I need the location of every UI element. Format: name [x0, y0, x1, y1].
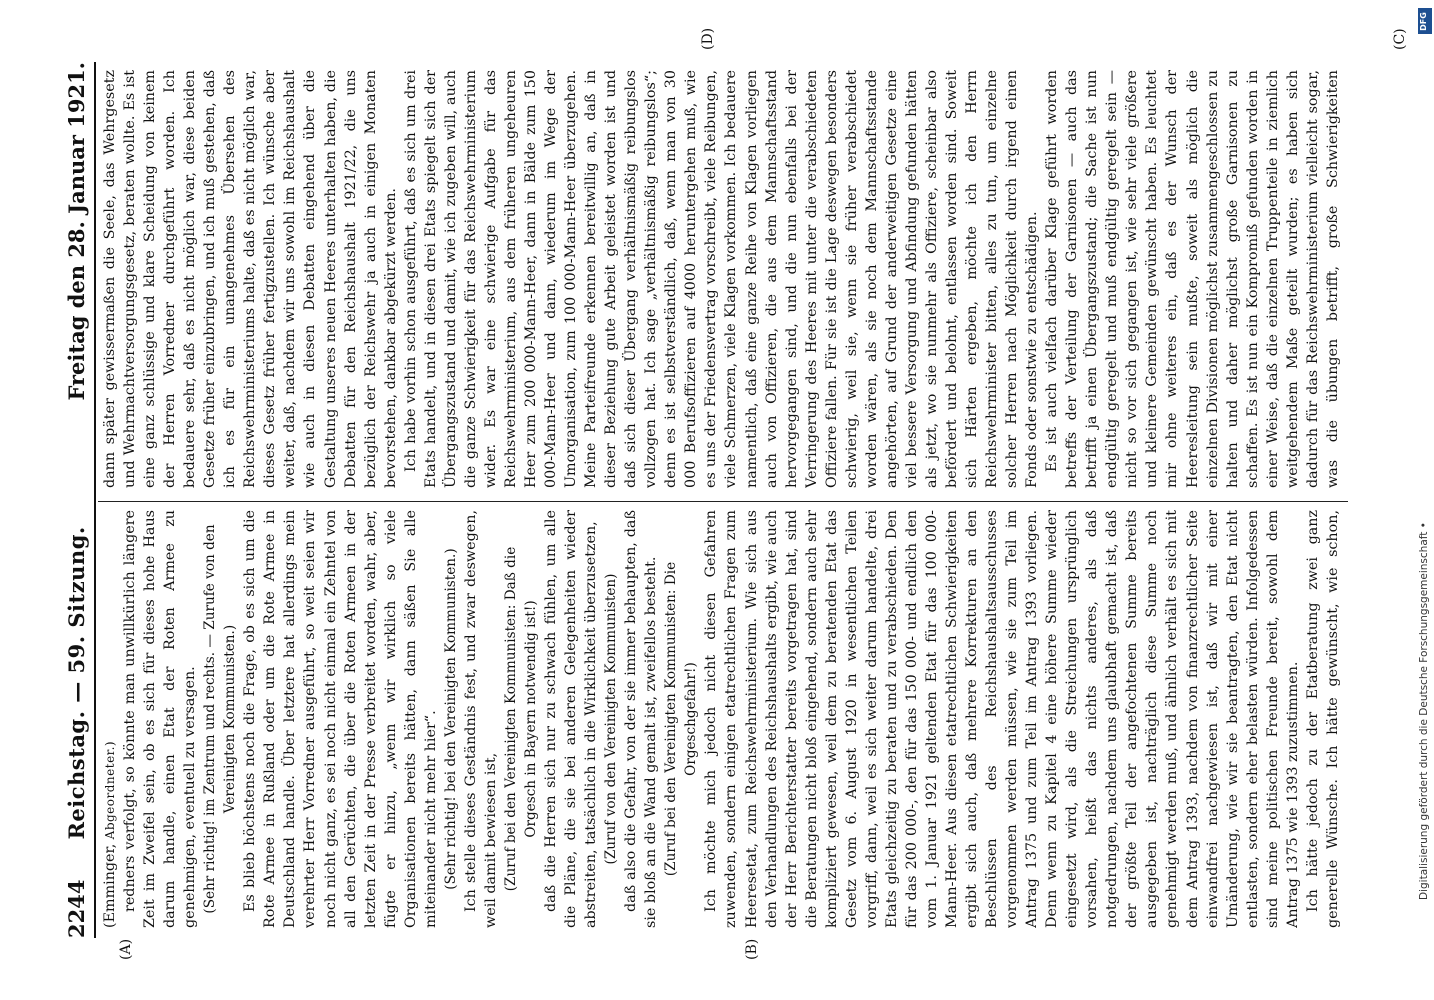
dfg-logo: DFG — [1418, 8, 1432, 34]
paragraph: daß also die Gefahr, von der sie immer behaupten, daß sie bloß an die Wand gemalt ist, zweifellos besteht. — [623, 510, 660, 928]
header-left-title: Reichstag. — 59. Sitzung. — [63, 526, 89, 840]
interjection: (Sehr richtig! im Zentrum und rechts. — Zurufe von den Vereinigten Kommunisten.) — [202, 524, 239, 914]
paragraph: Ich habe vorhin schon ausgeführt, daß es sich um drei Etats handelt, und in diesen drei Etats spiegelt sich der Übergangszustand und damit, wie ich zugeben will, auch die ganze Schwierigkeit für das Reichswehrministerium wider. Es war eine schwierige Aufgabe für das Reichswehrministerium, aus dem früheren ungeheuren Heer zum 200 000-Mann-Heer, dann in Bälde zum 150 000-Mann-Heer und dann, wiederum im Wege der Umorganisation, zum 100 000-Mann-Heer überzugehen. Meine Parteifreunde erkennen bereitwillig an, daß in dieser Beziehung gute Arbeit geleistet worden ist und daß sich dieser Übergang verhältnismäßig reibungslos vollzogen hat. Ich sage „verhältnismäßig reibungslos“; denn es ist selbstverständlich, daß, wenn man von 30 000 Berufsoffizieren auf 4000 heruntergehen muß, wie es uns der Friedensvertrag vorschreibt, viele Reibungen, viele Schmerzen, viele Klagen vorkommen. Ich bedauere namentlich, daß eine ganze Reihe von Klagen vorliegen auch von Offizieren, die aus dem Mannschaftsstand hervorgegangen sind, und die nun ebenfalls bei der Verringerung des Heeres mit unter die verabschiedeten Offiziere fallen. Für sie ist die Lage deswegen besonders schwierig, weil sie, wenn sie früher verabschiedet worden wären, als sie noch dem Mannschaftsstande angehörten, auf Grund der anderweitigen Gesetze eine viel bessere Versorgung und Abfindung gefunden hätten als jetzt, wo sie nunmehr als Offiziere, scheinbar also befördert und belohnt, entlassen worden sind. Soweit sich Härten ergeben, möchte ich den Herrn Reichswehrminister bitten, alles zu tun, um einzelne solcher Herren nach Möglichkeit durch irgend einen Fonds oder sonstwie zu entschädigen. — [402, 70, 1041, 488]
speaker-name: (Emminger, — [102, 843, 118, 928]
speaker-role: Abgeordneter.) — [103, 740, 117, 844]
header-rule — [94, 62, 96, 938]
interjection: (Zuruf bei den Vereinigten Kommunisten: Daß die Orgesch in Bayern notwendig ist!) — [502, 546, 539, 892]
paragraph: Ich hätte jedoch zu der Etatberatung zwei ganz generelle Wünsche. Ich hätte gewünscht, wie schon, — [1304, 510, 1341, 928]
paragraph: Es ist auch vielfach darüber Klage geführt worden betreffs der Verteilung der Garnisonen — auch das betrifft ja einen Übergangszustand; die Sache ist nun endgültig geregelt und muß endgültig geregelt sein — nicht so vor sich gegangen ist, wie sehr viele größere und kleinere Gemeinden gewünscht haben. Es leuchtet mir ohne weiteres ein, daß es der Wunsch der Heeresleitung sein mußte, soweit als möglich die einzelnen Divisionen möglichst zusammengeschlossen zu halten und daher möglichst große Garnisonen zu schaffen. Es ist nun ein Kompromiß gefunden worden in einer Weise, daß die einzelnen Truppenteile in ziemlich weitgehendem Maße geteilt wurden; es haben sich dadurch für das Reichswehrministerium vielleicht sogar, was die übungen betrifft, große Schwierigkeiten — [1044, 70, 1341, 488]
text-column-right — [100, 70, 1345, 488]
paragraph: daß die Herren sich nur zu schwach fühlen, um alle die Pläne, die sie bei anderen Gelegenheiten wieder abstreiten, tatsächlich in die Wirklichkeit überzusetzen, — [543, 510, 600, 928]
credit-text: Digitalisierung gefördert durch die Deutsche Forschungsgemeinschaft • — [1418, 522, 1430, 900]
paragraph: dann später gewissermaßen die Seele, das Wehrgesetz und Wehrmachtversorgungsgesetz, beraten wollte. Es ist eine ganz schlüssige und klare Scheidung von keinem der Herren Vorredner durchgeführt worden. Ich bedauere sehr, daß es nicht möglich war, diese beiden Gesetze früher einzubringen, und ich muß gestehen, daß ich es für ein unangenehmes Übersehen des Reichswehrministeriums halte, daß es nicht möglich war, dieses Gesetz früher fertigzustellen. Ich wünsche aber weiter, daß, nachdem wir uns sowohl im Reichshaushalt wie auch in diesen Debatten eingehend über die Gestaltung unseres neuen Heeres unterhalten haben, die Debatten für den Reichshaushalt 1921/22, die uns bezüglich der Reichswehr ja auch in einigen Monaten bevorstehen, dankbar abgekürzt werden. — [102, 70, 399, 488]
margin-marker-b: (B) — [744, 938, 760, 960]
page-number: 2244 — [63, 879, 89, 938]
text-column-left — [100, 510, 1345, 928]
margin-marker-d: (D) — [700, 27, 716, 50]
interjection: (Zuruf von den Vereinigten Kommunisten) — [603, 573, 620, 865]
margin-marker-a: (A) — [118, 938, 134, 960]
running-head — [62, 62, 90, 938]
paragraph — [100, 510, 120, 928]
margin-marker-c: (C) — [1392, 28, 1408, 50]
interjection: (Zuruf bei den Vereinigten Kommunisten: Die Orgeschgefahr!) — [663, 561, 700, 877]
paragraph: Ich möchte mich jedoch nicht diesen Gefahren zuwenden, sondern einigen etatrechtlichen Fragen zum Heeresetat, zum Reichswehrministerium. Wie sich aus den Verhandlungen des Reichshaushalts ergibt, wie auch der Herr Berichterstatter bereits vorgetragen hat, sind die Beratungen nicht bloß eingehend, sondern auch sehr kompliziert gewesen, weil dem zu beratenden Etat das Gesetz vom 6. August 1920 in wesentlichen Teilen vorgriff, dann, weil es sich weiter darum handelte, drei Etats gleichzeitig zu beraten und zu verabschieden. Den für das 200 000-, den für das 150 000- und endlich den vom 1. Januar 1921 geltenden Etat für das 100 000-Mann-Heer. Aus diesen etatrechtlichen Schwierigkeiten ergibt sich auch, daß mehrere Korrekturen an den Beschlüssen des Reichshaushaltsausschusses vorgenommen werden müssen, wie sie zum Teil im Antrag 1375 und zum Teil im Antrag 1393 vorliegen. Denn wenn zu Kapitel 4 eine höhere Summe wieder eingesetzt wird, als die Streichungen ursprünglich vorsahen, heißt das nichts anderes, als daß notgedrungen, nachdem uns glaubhaft gemacht ist, daß der größte Teil der angefochtenen Summe bereits ausgegeben ist, nachträglich diese Summe noch genehmigt werden muß, und ähnlich verhält es sich mit dem Antrag 1393, nachdem von finanzrechtlicher Seite einwandfrei nachgewiesen ist, daß wir mit einer Umänderung, wie wir sie beantragten, den Etat nicht entlasten, sondern eher belasten würden. Infolgedessen sind meine politischen Freunde bereit, sowohl dem Antrag 1375 wie 1393 zuzustimmen. — [703, 510, 1301, 928]
header-right-title: Freitag den 28. Januar 1921. — [63, 62, 89, 401]
digitization-credit — [1414, 6, 1434, 906]
interjection: (Sehr richtig! bei den Vereinigten Kommunisten.) — [442, 548, 459, 890]
column-rule — [98, 501, 1348, 502]
paragraph: Es blieb höchstens noch die Frage, ob es sich um die Rote Armee in Rußland oder um die Rote Armee in Deutschland handle. Über letztere hat allerdings mein verehrter Herr Vorredner ausgeführt, so weit seien wir noch nicht ganz, es sei noch nicht einmal ein Zehntel von all den Gerüchten, die über die Roten Armeen in der letzten Zeit in der Presse verbreitet worden, wahr, aber, fügte er hinzu, „wenn wir wirklich so viele Organisationen bereits hätten, dann säßen Sie alle miteinander nicht mehr hier“. — [242, 510, 439, 928]
paragraph: Ich stelle dieses Geständnis fest, und zwar deswegen, weil damit bewiesen ist, — [462, 510, 499, 928]
paragraph: redners verfolgt, so könnte man unwillkürlich längere Zeit im Zweifel sein, ob es sich für dieses hohe Haus darum handle, einen Etat der Roten Armee zu genehmigen, eventuell zu versagen. — [122, 510, 199, 928]
